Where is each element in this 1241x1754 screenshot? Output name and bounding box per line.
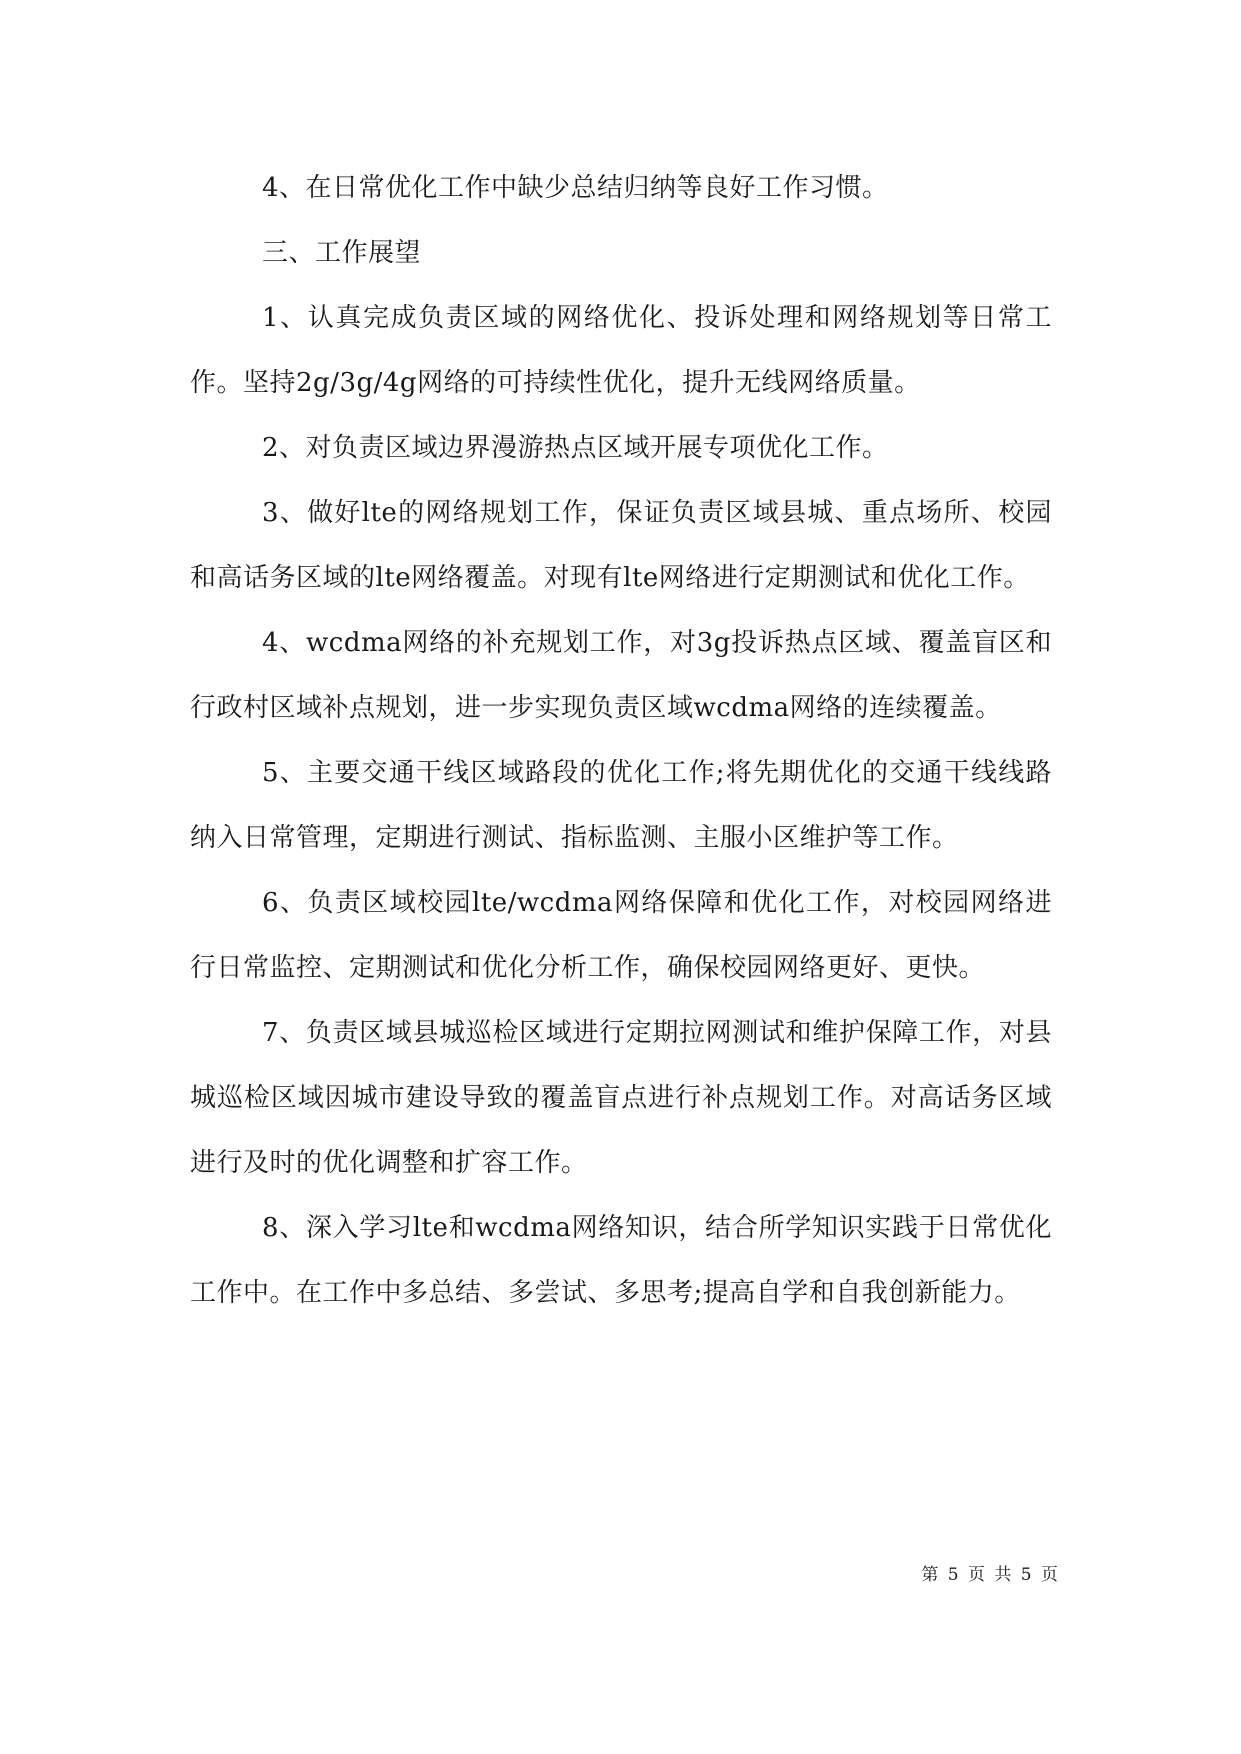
paragraph-item-3: 3、做好lte的网络规划工作，保证负责区域县城、重点场所、校园和高话务区域的lte网络覆盖。对现有lte网络进行定期测试和优化工作。 xyxy=(190,498,1052,593)
paragraph-item-5: 5、主要交通干线区域路段的优化工作;将先期优化的交通干线线路纳入日常管理，定期进行测试、指标监测、主服小区维护等工作。 xyxy=(190,758,1052,853)
paragraph-item-1: 1、认真完成负责区域的网络优化、投诉处理和网络规划等日常工作。坚持2g/3g/4g网络的可持续性优化，提升无线网络质量。 xyxy=(190,303,1052,398)
paragraph-item-7: 7、负责区域县城巡检区域进行定期拉网测试和维护保障工作，对县城巡检区域因城市建设导致的覆盖盲点进行补点规划工作。对高话务区域进行及时的优化调整和扩容工作。 xyxy=(190,1018,1052,1178)
paragraph-item-4: 4、wcdma网络的补充规划工作，对3g投诉热点区域、覆盖盲区和行政村区域补点规划，进一步实现负责区域wcdma网络的连续覆盖。 xyxy=(190,628,1052,723)
section-heading-outlook: 三、工作展望 xyxy=(262,238,422,268)
document-body xyxy=(190,156,1052,1326)
paragraph-item-6: 6、负责区域校园lte/wcdma网络保障和优化工作，对校园网络进行日常监控、定期测试和优化分析工作，确保校园网络更好、更快。 xyxy=(190,888,1052,983)
paragraph-item-2: 2、对负责区域边界漫游热点区域开展专项优化工作。 xyxy=(262,433,889,463)
page-number-footer: 第 5 页 共 5 页 xyxy=(921,1565,1060,1585)
paragraph-item-8: 8、深入学习lte和wcdma网络知识，结合所学知识实践于日常优化工作中。在工作中多总结、多尝试、多思考;提高自学和自我创新能力。 xyxy=(190,1213,1052,1308)
paragraph-item-4-summary: 4、在日常优化工作中缺少总结归纳等良好工作习惯。 xyxy=(262,173,889,203)
